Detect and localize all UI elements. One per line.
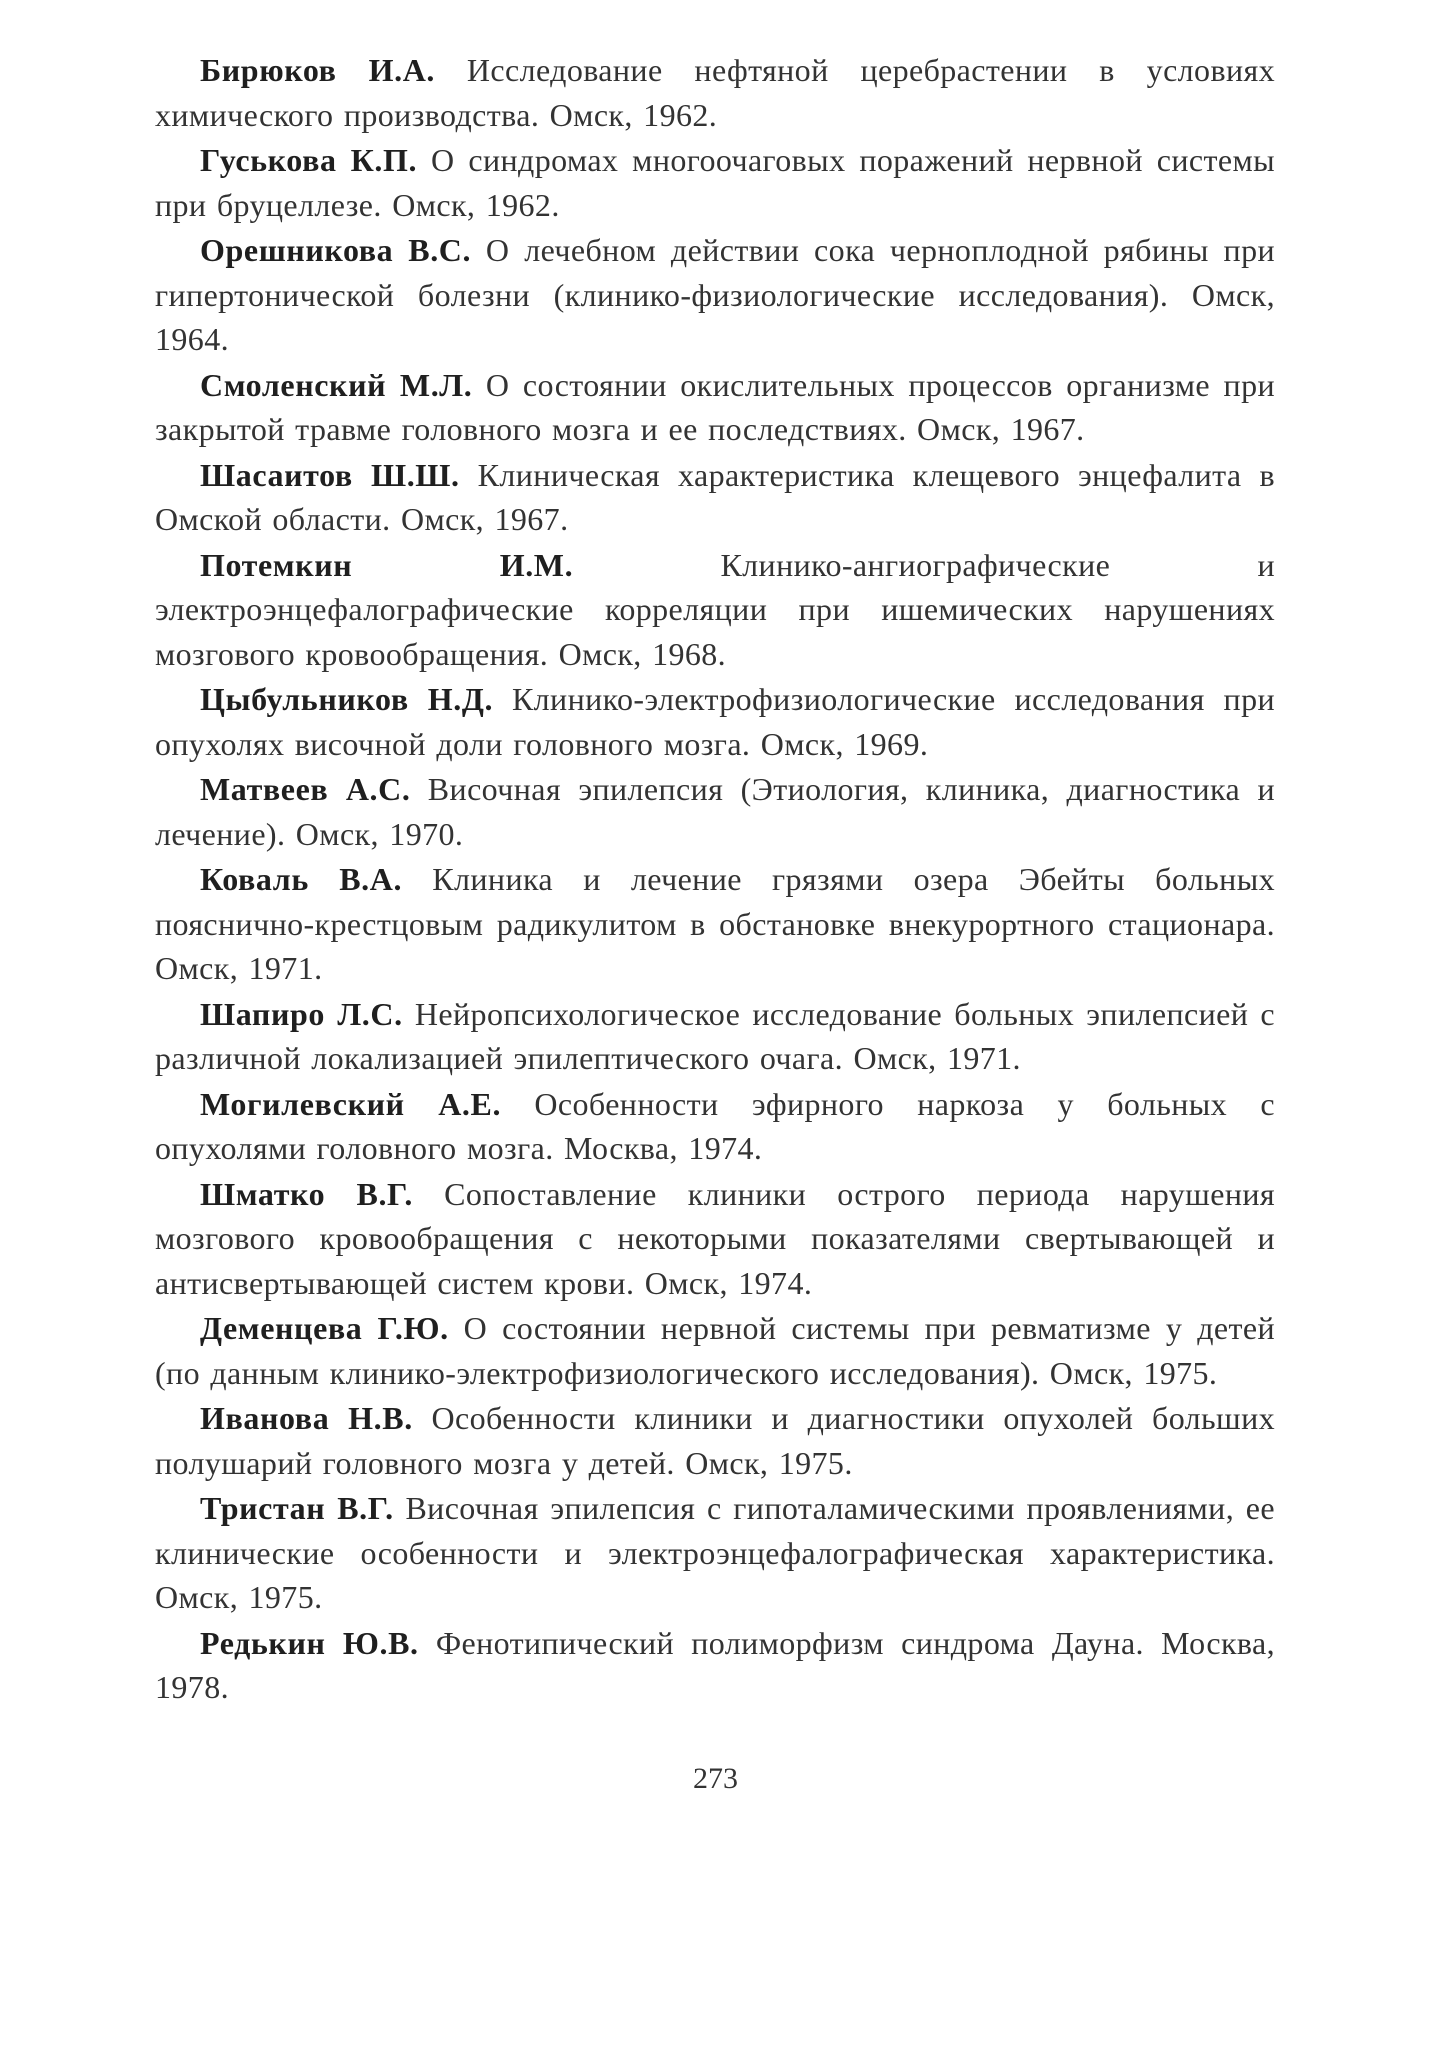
entry-author: Редькин Ю.В. [200,1624,419,1661]
entry-author: Коваль В.А. [200,861,403,897]
bibliography-entry [155,138,1275,227]
bibliography-entry [155,48,1275,137]
entry-author: Шматко В.Г. [200,1175,414,1212]
bibliography-entry [155,1621,1275,1710]
entry-author: Шасаитов Ш.Ш. [200,456,460,493]
entry-title: Клиника и лечение грязями озера Эбейты больных пояснично-крестцовым радикулитом в обстановке внекурортного стационара. Омск, 1971. [155,861,1276,986]
entry-author: Могилевский А.Е. [200,1085,502,1122]
entry-author: Бирюков И.А. [200,52,436,88]
bibliography-entry [155,857,1275,991]
page-number: 273 [693,1762,738,1795]
entry-title: Сопоставление клиники острого периода нарушения мозгового кровообращения с некоторыми показателями свертывающей и антисвертывающей систем крови. Омск, 1974. [155,1175,1275,1301]
entry-author: Гуськова К.П. [200,142,418,178]
bibliography-entry [155,767,1275,856]
entry-author: Орешникова В.С. [200,232,472,268]
bibliography-entry [155,1396,1275,1485]
bibliography-entry [155,992,1275,1081]
entry-title: О синдромах многоочаговых поражений нервной системы при бруцеллезе. Омск, 1962. [155,142,1275,223]
entry-author: Иванова Н.В. [200,1400,413,1436]
bibliography-entry [155,1172,1275,1306]
entry-title: Особенности эфирного наркоза у больных с опухолями головного мозга. Москва, 1974. [155,1085,1276,1166]
entry-title: Фенотипический полиморфизм синдрома Дауна. Москва, 1978. [155,1624,1275,1705]
bibliography-entry [155,543,1275,677]
entry-author: Матвеев А.С. [200,771,411,807]
entry-author: Деменцева Г.Ю. [200,1310,449,1346]
bibliography-list [155,48,1275,1711]
bibliography-entry [155,1486,1275,1620]
entry-author: Тристан В.Г. [200,1490,394,1526]
bibliography-entry [155,677,1275,766]
entry-title: О состоянии окислительных процессов организме при закрытой травме головного мозга и ее последствиях. Омск, 1967. [155,366,1276,447]
entry-title: Височная эпилепсия (Этиология, клиника, диагностика и лечение). Омск, 1970. [155,771,1275,852]
bibliography-entry [155,1082,1275,1171]
entry-author: Цыбульников Н.Д. [200,681,494,717]
entry-author: Потемкин И.М. [200,546,574,583]
entry-author: Смоленский М.Л. [200,366,473,403]
entry-title: О состоянии нервной системы при ревматизме у детей (по данным клинико-электрофизиологического исследования). Омск, 1975. [155,1310,1275,1391]
bibliography-entry [155,1306,1275,1395]
entry-title: Височная эпилепсия с гипоталамическими проявлениями, ее клинические особенности и электроэнцефалографическая характеристика. Омск, 1975. [155,1490,1276,1615]
entry-title: Исследование нефтяной церебрастении в условиях химического производства. Омск, 1962. [155,52,1275,133]
entry-author: Шапиро Л.С. [200,995,403,1032]
entry-title: Нейропсихологическое исследование больных эпилепсией с различной локализацией эпилептического очага. Омск, 1971. [155,995,1276,1076]
entry-title: Клиническая характеристика клещевого энцефалита в Омской области. Омск, 1967. [155,456,1275,537]
entry-title: Клинико-ангиографические и электроэнцефалографические корреляции при ишемических нарушениях мозгового кровообращения. Омск, 1968. [155,546,1275,672]
bibliography-entry [155,228,1275,362]
entry-title: О лечебном действии сока черноплодной рябины при гипертонической болезни (клинико-физиологические исследования). Омск, 1964. [155,232,1276,357]
entry-title: Особенности клиники и диагностики опухолей больших полушарий головного мозга у детей. Омск, 1975. [155,1400,1276,1481]
bibliography-entry [155,453,1275,542]
bibliography-entry [155,363,1275,452]
entry-title: Клинико-электрофизиологические исследования при опухолях височной доли головного мозга. Омск, 1969. [155,681,1275,762]
